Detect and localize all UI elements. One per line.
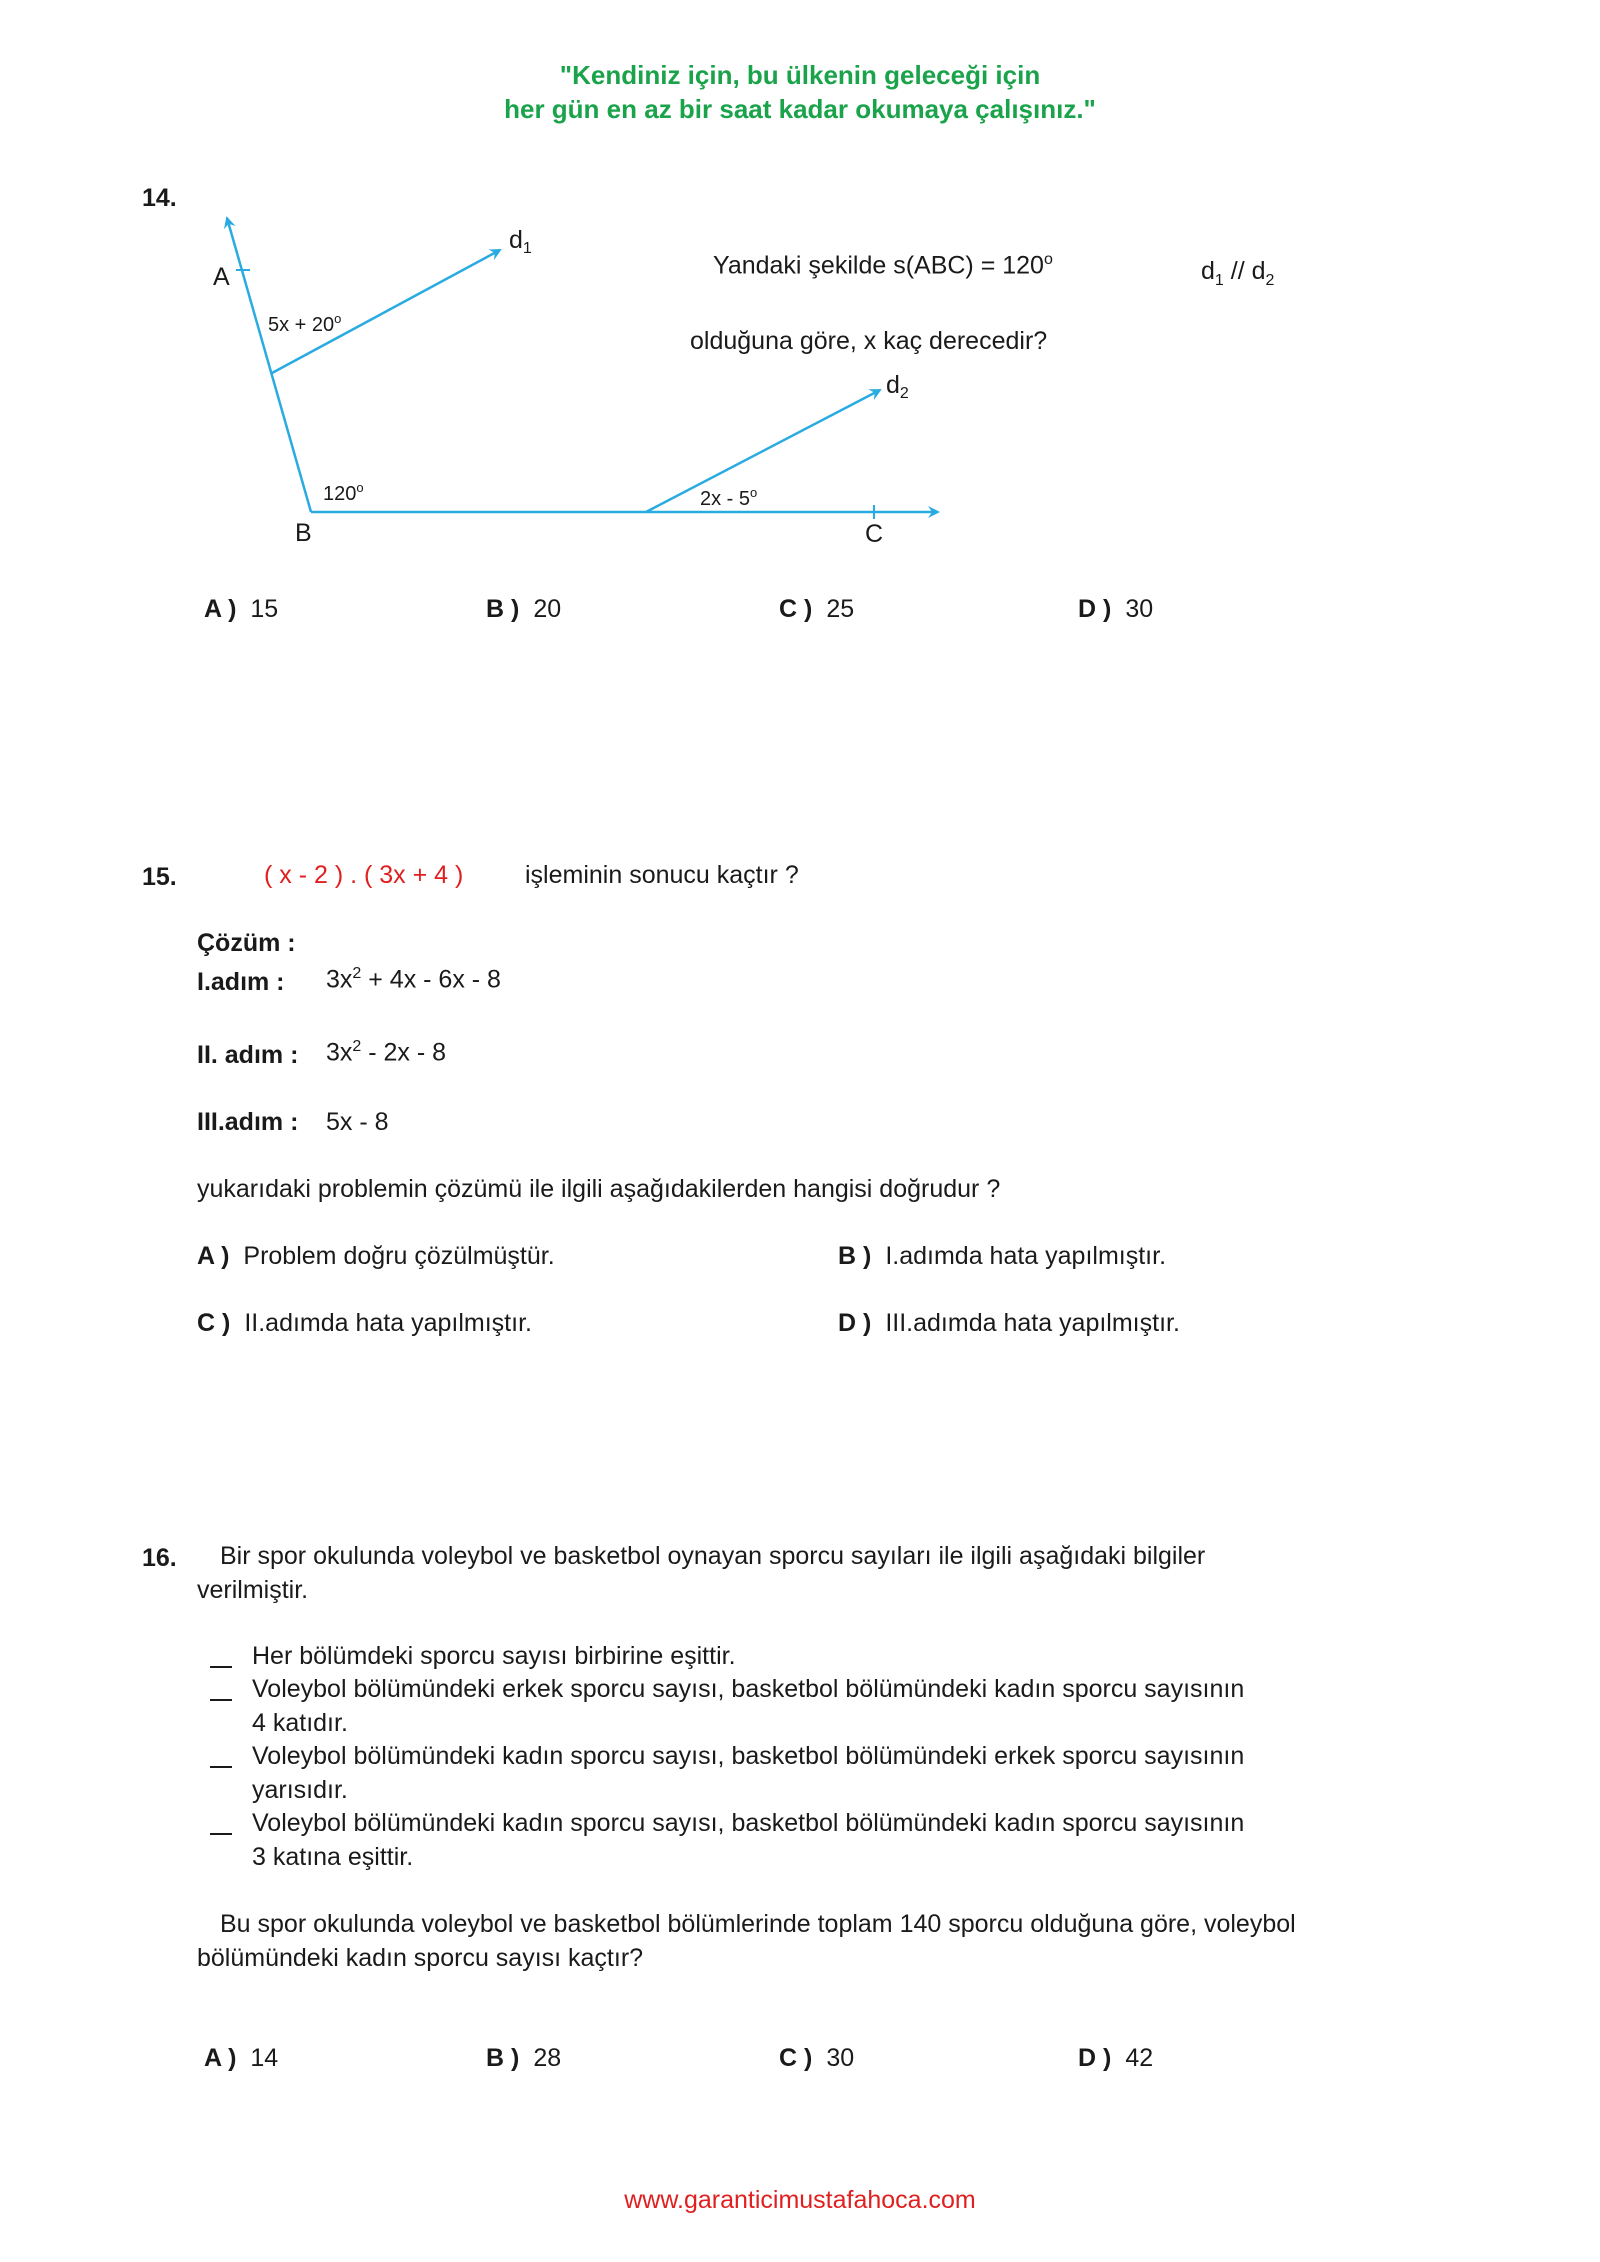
q15-option-a[interactable]: A ) Problem doğru çözülmüştür. xyxy=(197,1242,555,1270)
bullet-1-text: Her bölümdeki sporcu sayısı birbirine eşittir. xyxy=(252,1642,736,1670)
angle-bottom-label: 2x - 5$^o$ xyxy=(700,485,758,510)
q15-option-c[interactable]: C ) II.adımda hata yapılmıştır. xyxy=(197,1309,532,1337)
question-14-statement-2: olduğuna göre, x kaç derecedir? xyxy=(690,327,1048,355)
solution-label: Çözüm : xyxy=(197,929,296,957)
line-d1-label: $d_1$ xyxy=(509,226,532,257)
question-15-prompt: yukarıdaki problemin çözümü ile ilgili aşağıdakilerden hangisi doğrudur ? xyxy=(197,1175,1001,1203)
bullet-dash xyxy=(210,1818,232,1848)
question-14-number: 14. xyxy=(142,184,177,212)
angle-b-label: 120$^o$ xyxy=(323,480,364,505)
question-15-question: işleminin sonucu kaçtır ? xyxy=(525,861,799,889)
footer-website-link[interactable]: www.garanticimustafahoca.com xyxy=(624,2186,976,2214)
angle-top-label: $5x + 20^o$ xyxy=(268,311,342,336)
point-b-label: B xyxy=(295,519,312,547)
step-2-label: II. adım : xyxy=(197,1041,299,1069)
line-d1 xyxy=(272,250,500,373)
question-16-text-2: bölümündeki kadın sporcu sayısı kaçtır? xyxy=(197,1944,644,1972)
step-1-label: I.adım : xyxy=(197,968,285,996)
q14-option-c[interactable]: C ) 25 xyxy=(779,595,855,623)
point-c-label: C xyxy=(865,520,884,548)
step-3-label: III.adım : xyxy=(197,1108,299,1136)
question-16-intro-2: verilmiştir. xyxy=(197,1576,309,1604)
question-16-text-1: Bu spor okulunda voleybol ve basketbol bölümlerinde toplam 140 sporcu olduğuna göre, voleybol xyxy=(220,1910,1296,1938)
q15-option-d[interactable]: D ) III.adımda hata yapılmıştır. xyxy=(838,1309,1180,1337)
q14-option-a[interactable]: A ) 15 xyxy=(204,595,279,623)
bullet-4-text: Voleybol bölümündeki kadın sporcu sayısı, basketbol bölümündeki kadın sporcu sayısının xyxy=(252,1809,1245,1837)
bullet-3-text: Voleybol bölümündeki kadın sporcu sayısı, basketbol bölümündeki erkek sporcu sayısının xyxy=(252,1742,1245,1770)
bullet-2-text-cont: 4 katıdır. xyxy=(252,1709,348,1737)
q16-option-d[interactable]: D ) 42 xyxy=(1078,2044,1154,2072)
bullet-dash xyxy=(210,1684,232,1714)
bullet-dash xyxy=(210,1651,232,1681)
question-16-number: 16. xyxy=(142,1544,177,1572)
bullet-2-text: Voleybol bölümündeki erkek sporcu sayısı, basketbol bölümündeki kadın sporcu sayısının xyxy=(252,1675,1245,1703)
q14-option-d[interactable]: D ) 30 xyxy=(1078,595,1154,623)
ray-ba xyxy=(227,218,311,512)
line-d2 xyxy=(646,390,880,512)
q14-option-b[interactable]: B ) 20 xyxy=(486,595,562,623)
question-16-intro-1: Bir spor okulunda voleybol ve basketbol oynayan sporcu sayıları ile ilgili aşağıdaki bilgiler xyxy=(220,1542,1206,1570)
step-1-value: $3x^2 + 4x - 6x - 8$ xyxy=(326,965,501,994)
question-15-expression: ( x - 2 ) . ( 3x + 4 ) xyxy=(264,861,464,889)
question-14-statement-1: Yandaki şekilde $s(ABC) = 120^o$ xyxy=(713,251,1053,280)
step-2-value: $3x^2 - 2x - 8$ xyxy=(326,1038,447,1067)
q15-option-b[interactable]: B ) I.adımda hata yapılmıştır. xyxy=(838,1242,1167,1270)
motto-line-1: "Kendiniz için, bu ülkenin geleceği için xyxy=(559,60,1041,90)
point-a-label: A xyxy=(213,263,230,291)
q16-option-a[interactable]: A ) 14 xyxy=(204,2044,279,2072)
q16-option-c[interactable]: C ) 30 xyxy=(779,2044,855,2072)
step-3-value: 5x - 8 xyxy=(326,1108,389,1136)
bullet-4-text-cont: 3 katına eşittir. xyxy=(252,1843,414,1871)
parallel-statement: $d_1 // d_2$ xyxy=(1201,257,1275,289)
question-15-number: 15. xyxy=(142,863,177,891)
motto-line-2: her gün en az bir saat kadar okumaya çalışınız." xyxy=(504,94,1096,124)
angle-figure xyxy=(0,0,1600,600)
bullet-dash xyxy=(210,1751,232,1781)
line-d2-label: $d_2$ xyxy=(886,371,909,402)
bullet-3-text-cont: yarısıdır. xyxy=(252,1776,348,1804)
q16-option-b[interactable]: B ) 28 xyxy=(486,2044,562,2072)
